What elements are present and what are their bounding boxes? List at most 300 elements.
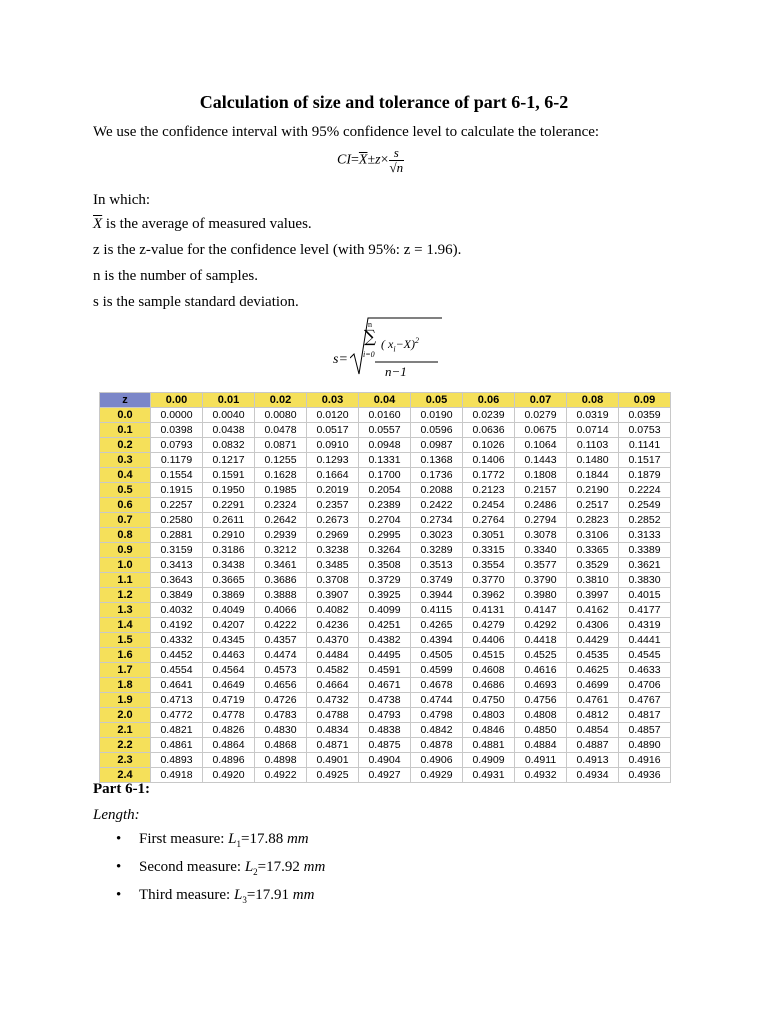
sum-symbol: ∑	[364, 327, 377, 347]
z-table-cell: 0.3849	[151, 588, 203, 603]
z-table-cell: 0.3340	[515, 543, 567, 558]
z-table-cell: 0.3980	[515, 588, 567, 603]
z-table-cell: 0.4772	[151, 708, 203, 723]
z-table-cell: 0.3686	[255, 573, 307, 588]
z-row-header: 1.1	[100, 573, 151, 588]
bullet-icon: •	[116, 831, 122, 847]
z-table-cell: 0.4656	[255, 678, 307, 693]
z-table-row	[100, 543, 671, 558]
measure-item	[93, 828, 325, 856]
z-table-cell: 0.2549	[619, 498, 671, 513]
z-table-cell: 0.4332	[151, 633, 203, 648]
z-table-cell: 0.4817	[619, 708, 671, 723]
z-table-cell: 0.0279	[515, 408, 567, 423]
measure-item	[93, 856, 325, 884]
z-table-cell: 0.1064	[515, 438, 567, 453]
z-table-cell: 0.4678	[411, 678, 463, 693]
z-table-cell: 0.4495	[359, 648, 411, 663]
z-table-cell: 0.3186	[203, 543, 255, 558]
s-lhs: s=	[333, 352, 348, 367]
s-formula	[333, 316, 443, 382]
z-table-cell: 0.3051	[463, 528, 515, 543]
z-table-cell: 0.2224	[619, 483, 671, 498]
definition-z: z is the z-value for the confidence level (with 95%: z = 1.96).	[93, 242, 462, 258]
measure-subscript: 2	[253, 867, 258, 877]
z-table-cell: 0.4591	[359, 663, 411, 678]
z-table-cell: 0.3830	[619, 573, 671, 588]
z-table-cell: 0.4099	[359, 603, 411, 618]
z-table	[99, 392, 671, 783]
z-table-cell: 0.0478	[255, 423, 307, 438]
z-table-cell: 0.3749	[411, 573, 463, 588]
z-table-cell: 0.4881	[463, 738, 515, 753]
z-table-row	[100, 498, 671, 513]
z-table-cell: 0.3238	[307, 543, 359, 558]
measure-unit: mm	[303, 859, 326, 875]
part-heading: Part 6-1:	[93, 781, 151, 797]
z-table-cell: 0.4370	[307, 633, 359, 648]
z-table-cell: 0.4032	[151, 603, 203, 618]
z-table-cell: 0.4864	[203, 738, 255, 753]
z-table-cell: 0.4732	[307, 693, 359, 708]
z-table-cell: 0.4525	[515, 648, 567, 663]
z-table-cell: 0.4936	[619, 768, 671, 783]
z-table-row	[100, 753, 671, 768]
z-table-cell: 0.1844	[567, 468, 619, 483]
z-table-cell: 0.4699	[567, 678, 619, 693]
z-table-cell: 0.4868	[255, 738, 307, 753]
z-table-cell: 0.1772	[463, 468, 515, 483]
z-table-cell: 0.1293	[307, 453, 359, 468]
z-table-cell: 0.4778	[203, 708, 255, 723]
z-table-cell: 0.2357	[307, 498, 359, 513]
z-table-row	[100, 738, 671, 753]
z-table-cell: 0.4913	[567, 753, 619, 768]
term-x: ( x	[381, 337, 394, 351]
z-table-cell: 0.1141	[619, 438, 671, 453]
z-table-cell: 0.1736	[411, 468, 463, 483]
z-table-cell: 0.4236	[307, 618, 359, 633]
z-table-cell: 0.1879	[619, 468, 671, 483]
z-table-cell: 0.2823	[567, 513, 619, 528]
z-table-cell: 0.4904	[359, 753, 411, 768]
z-table-cell: 0.0910	[307, 438, 359, 453]
z-table-cell: 0.1443	[515, 453, 567, 468]
z-table-cell: 0.2019	[307, 483, 359, 498]
z-table-cell: 0.4357	[255, 633, 307, 648]
ci-times: ×	[380, 152, 389, 168]
z-row-header: 0.0	[100, 408, 151, 423]
intro-paragraph: We use the confidence interval with 95% confidence level to calculate the tolerance:	[93, 124, 600, 140]
z-table-cell: 0.4821	[151, 723, 203, 738]
z-table-cell: 0.3770	[463, 573, 515, 588]
z-table-cell: 0.4207	[203, 618, 255, 633]
s-denominator: n−1	[385, 364, 407, 379]
z-table-cell: 0.2881	[151, 528, 203, 543]
z-table-cell: 0.4535	[567, 648, 619, 663]
sum-term	[381, 336, 419, 353]
z-table-cell: 0.2852	[619, 513, 671, 528]
z-table-cell: 0.4808	[515, 708, 567, 723]
z-table-cell: 0.4920	[203, 768, 255, 783]
z-table-cell: 0.4573	[255, 663, 307, 678]
measure-value: =17.88	[241, 831, 287, 847]
z-table-cell: 0.2324	[255, 498, 307, 513]
z-table-row	[100, 528, 671, 543]
z-table-cell: 0.4901	[307, 753, 359, 768]
z-row-header: 1.8	[100, 678, 151, 693]
z-table-cell: 0.0636	[463, 423, 515, 438]
z-table-cell: 0.3365	[567, 543, 619, 558]
z-table-cell: 0.1517	[619, 453, 671, 468]
z-table-cell: 0.2454	[463, 498, 515, 513]
z-table-cell: 0.2734	[411, 513, 463, 528]
z-table-cell: 0.4066	[255, 603, 307, 618]
z-table-cell: 0.0040	[203, 408, 255, 423]
z-row-header: 0.1	[100, 423, 151, 438]
z-column-header: 0.06	[463, 393, 515, 408]
z-table-cell: 0.1985	[255, 483, 307, 498]
z-table-cell: 0.0871	[255, 438, 307, 453]
z-table-cell: 0.1591	[203, 468, 255, 483]
z-table-cell: 0.0190	[411, 408, 463, 423]
z-table-cell: 0.3529	[567, 558, 619, 573]
z-table-cell: 0.2642	[255, 513, 307, 528]
z-table-cell: 0.4292	[515, 618, 567, 633]
z-table-cell: 0.4693	[515, 678, 567, 693]
z-table-cell: 0.3315	[463, 543, 515, 558]
z-table-row	[100, 468, 671, 483]
z-table-cell: 0.1554	[151, 468, 203, 483]
z-table-cell: 0.2939	[255, 528, 307, 543]
z-table-cell: 0.4474	[255, 648, 307, 663]
z-table-cell: 0.1368	[411, 453, 463, 468]
z-table-cell: 0.1026	[463, 438, 515, 453]
z-table-cell: 0.4015	[619, 588, 671, 603]
measure-label: First measure:	[139, 831, 229, 847]
z-table-cell: 0.2123	[463, 483, 515, 498]
z-table-cell: 0.2486	[515, 498, 567, 513]
z-table-row	[100, 648, 671, 663]
z-row-header: 0.2	[100, 438, 151, 453]
z-table-cell: 0.3997	[567, 588, 619, 603]
z-table-cell: 0.3708	[307, 573, 359, 588]
z-table-cell: 0.4394	[411, 633, 463, 648]
z-table-row	[100, 768, 671, 783]
definition-text: is the average of measured values.	[102, 216, 312, 232]
z-table-cell: 0.4922	[255, 768, 307, 783]
z-table-cell: 0.4875	[359, 738, 411, 753]
z-table-cell: 0.0239	[463, 408, 515, 423]
z-row-header: 2.3	[100, 753, 151, 768]
z-table-cell: 0.2517	[567, 498, 619, 513]
z-table-cell: 0.4934	[567, 768, 619, 783]
z-table-cell: 0.0675	[515, 423, 567, 438]
z-table-cell: 0.4177	[619, 603, 671, 618]
z-table-cell: 0.3925	[359, 588, 411, 603]
z-table-cell: 0.2257	[151, 498, 203, 513]
z-row-header: 2.1	[100, 723, 151, 738]
z-table-cell: 0.0080	[255, 408, 307, 423]
z-table-cell: 0.4850	[515, 723, 567, 738]
z-table-cell: 0.0753	[619, 423, 671, 438]
measure-symbol: L	[244, 859, 254, 875]
ci-z: z	[375, 152, 381, 168]
z-table-cell: 0.0120	[307, 408, 359, 423]
z-table-cell: 0.4382	[359, 633, 411, 648]
z-table-row	[100, 438, 671, 453]
measure-symbol: L	[228, 831, 237, 847]
z-table-cell: 0.4649	[203, 678, 255, 693]
z-table-cell: 0.4890	[619, 738, 671, 753]
z-table-cell: 0.4918	[151, 768, 203, 783]
z-table-cell: 0.3554	[463, 558, 515, 573]
z-table-row	[100, 573, 671, 588]
z-row-header: 1.0	[100, 558, 151, 573]
z-table-cell: 0.4793	[359, 708, 411, 723]
z-table-cell: 0.2389	[359, 498, 411, 513]
z-table-cell: 0.1179	[151, 453, 203, 468]
z-table-cell: 0.1331	[359, 453, 411, 468]
z-row-header: 0.5	[100, 483, 151, 498]
z-table-cell: 0.4406	[463, 633, 515, 648]
z-table-cell: 0.4265	[411, 618, 463, 633]
z-table-cell: 0.4452	[151, 648, 203, 663]
z-table-cell: 0.4767	[619, 693, 671, 708]
z-table-cell: 0.4641	[151, 678, 203, 693]
z-table-cell: 0.4834	[307, 723, 359, 738]
z-table-cell: 0.2157	[515, 483, 567, 498]
z-table-row	[100, 603, 671, 618]
z-table-cell: 0.3289	[411, 543, 463, 558]
z-table-cell: 0.4846	[463, 723, 515, 738]
z-table-cell: 0.2995	[359, 528, 411, 543]
z-table-cell: 0.2422	[411, 498, 463, 513]
z-table-cell: 0.4686	[463, 678, 515, 693]
measure-list	[93, 828, 325, 912]
ci-xbar: $\overline{X}$	[358, 152, 368, 168]
z-table-cell: 0.4115	[411, 603, 463, 618]
z-table-cell: 0.4916	[619, 753, 671, 768]
z-column-header: 0.03	[307, 393, 359, 408]
z-table-cell: 0.1103	[567, 438, 619, 453]
z-table-cell: 0.2190	[567, 483, 619, 498]
z-column-header: 0.00	[151, 393, 203, 408]
z-table-cell: 0.1950	[203, 483, 255, 498]
z-table-body	[100, 408, 671, 783]
z-table-cell: 0.4162	[567, 603, 619, 618]
z-table-cell: 0.0793	[151, 438, 203, 453]
z-table-cell: 0.2794	[515, 513, 567, 528]
measure-label: Second measure:	[139, 859, 245, 875]
z-table-cell: 0.2704	[359, 513, 411, 528]
z-table-cell: 0.4625	[567, 663, 619, 678]
term-minus: −X)	[395, 337, 415, 351]
measure-unit: mm	[286, 831, 309, 847]
z-table-row	[100, 408, 671, 423]
z-table-cell: 0.3577	[515, 558, 567, 573]
z-table-cell: 0.4871	[307, 738, 359, 753]
z-table-header	[100, 393, 671, 408]
z-table-cell: 0.2969	[307, 528, 359, 543]
z-table-row	[100, 678, 671, 693]
z-table-cell: 0.0987	[411, 438, 463, 453]
z-column-header: 0.08	[567, 393, 619, 408]
z-table-cell: 0.4515	[463, 648, 515, 663]
z-table-cell: 0.4803	[463, 708, 515, 723]
z-table-row	[100, 618, 671, 633]
z-table-cell: 0.4429	[567, 633, 619, 648]
z-table-cell: 0.4830	[255, 723, 307, 738]
z-table-cell: 0.3869	[203, 588, 255, 603]
z-row-header: 0.8	[100, 528, 151, 543]
z-table-cell: 0.4932	[515, 768, 567, 783]
z-table-row	[100, 483, 671, 498]
z-column-header: 0.09	[619, 393, 671, 408]
z-row-header: 0.3	[100, 453, 151, 468]
z-table-cell: 0.4788	[307, 708, 359, 723]
z-table-cell: 0.4838	[359, 723, 411, 738]
z-table-cell: 0.4319	[619, 618, 671, 633]
z-table-cell: 0.4664	[307, 678, 359, 693]
z-table-cell: 0.4726	[255, 693, 307, 708]
z-table-cell: 0.4893	[151, 753, 203, 768]
z-table-cell: 0.2054	[359, 483, 411, 498]
bullet-icon: •	[116, 859, 122, 875]
z-table-cell: 0.4608	[463, 663, 515, 678]
z-table-cell: 0.3264	[359, 543, 411, 558]
z-table-cell: 0.3513	[411, 558, 463, 573]
z-table-cell: 0.4222	[255, 618, 307, 633]
sum-upper: n	[368, 320, 372, 329]
z-table-cell: 0.1255	[255, 453, 307, 468]
z-table-cell: 0.1217	[203, 453, 255, 468]
z-table-cell: 0.1406	[463, 453, 515, 468]
z-table-cell: 0.4887	[567, 738, 619, 753]
z-table-cell: 0.4251	[359, 618, 411, 633]
ci-eq: =	[351, 152, 359, 168]
z-table-cell: 0.3461	[255, 558, 307, 573]
z-table-cell: 0.4896	[203, 753, 255, 768]
z-table-cell: 0.0596	[411, 423, 463, 438]
z-table-row	[100, 723, 671, 738]
z-table-cell: 0.3790	[515, 573, 567, 588]
z-table-cell: 0.3133	[619, 528, 671, 543]
z-table-cell: 0.3665	[203, 573, 255, 588]
z-table-cell: 0.4463	[203, 648, 255, 663]
z-table-cell: 0.3212	[255, 543, 307, 558]
z-table-cell: 0.0319	[567, 408, 619, 423]
z-table-cell: 0.4418	[515, 633, 567, 648]
measure-value: =17.91	[246, 887, 293, 903]
z-table-cell: 0.4633	[619, 663, 671, 678]
z-table-row	[100, 663, 671, 678]
z-table-cell: 0.4927	[359, 768, 411, 783]
length-label: Length:	[93, 807, 140, 823]
z-table-cell: 0.4713	[151, 693, 203, 708]
z-table-cell: 0.3962	[463, 588, 515, 603]
z-table-cell: 0.4857	[619, 723, 671, 738]
sum-lower: i=0	[363, 350, 375, 359]
z-table-row	[100, 423, 671, 438]
z-table-cell: 0.2764	[463, 513, 515, 528]
z-table-cell: 0.3888	[255, 588, 307, 603]
z-table-row	[100, 708, 671, 723]
z-table-row	[100, 558, 671, 573]
z-table-cell: 0.4441	[619, 633, 671, 648]
z-row-header: 1.3	[100, 603, 151, 618]
z-row-header: 1.6	[100, 648, 151, 663]
z-table-cell: 0.4812	[567, 708, 619, 723]
ci-den: √n	[389, 160, 404, 175]
z-row-header: 0.7	[100, 513, 151, 528]
ci-lhs: CI	[337, 152, 351, 168]
z-corner-cell: z	[100, 393, 151, 408]
z-table-cell: 0.4484	[307, 648, 359, 663]
z-row-header: 2.0	[100, 708, 151, 723]
z-table-cell: 0.3438	[203, 558, 255, 573]
z-row-header: 0.9	[100, 543, 151, 558]
page-title: Calculation of size and tolerance of part 6-1, 6-2	[199, 92, 569, 112]
z-table-cell: 0.4909	[463, 753, 515, 768]
z-table-cell: 0.4505	[411, 648, 463, 663]
z-table-cell: 0.3106	[567, 528, 619, 543]
measure-value: =17.92	[257, 859, 304, 875]
measure-symbol: L	[233, 887, 243, 903]
ci-fraction	[389, 146, 405, 175]
definition-n: n is the number of samples.	[93, 268, 258, 284]
measure-item	[93, 884, 325, 912]
z-table-cell: 0.4884	[515, 738, 567, 753]
z-table-cell: 0.4719	[203, 693, 255, 708]
z-table-cell: 0.4082	[307, 603, 359, 618]
z-table-cell: 0.4306	[567, 618, 619, 633]
z-row-header: 1.2	[100, 588, 151, 603]
z-table-cell: 0.4929	[411, 768, 463, 783]
z-table-cell: 0.4861	[151, 738, 203, 753]
z-row-header: 0.6	[100, 498, 151, 513]
z-table-cell: 0.4738	[359, 693, 411, 708]
z-table-cell: 0.0832	[203, 438, 255, 453]
z-table-cell: 0.3643	[151, 573, 203, 588]
z-table-cell: 0.4192	[151, 618, 203, 633]
z-table-cell: 0.4545	[619, 648, 671, 663]
z-table-cell: 0.1915	[151, 483, 203, 498]
z-table-cell: 0.4131	[463, 603, 515, 618]
measure-subscript: 1	[236, 839, 241, 849]
z-table-cell: 0.4906	[411, 753, 463, 768]
z-column-header: 0.01	[203, 393, 255, 408]
z-row-header: 2.4	[100, 768, 151, 783]
z-table-cell: 0.4931	[463, 768, 515, 783]
z-table-cell: 0.0517	[307, 423, 359, 438]
z-table-cell: 0.0398	[151, 423, 203, 438]
measure-subscript: 3	[242, 895, 247, 905]
z-table-cell: 0.3944	[411, 588, 463, 603]
z-table-cell: 0.4616	[515, 663, 567, 678]
ci-formula	[337, 146, 404, 175]
z-table-cell: 0.4842	[411, 723, 463, 738]
z-row-header: 1.9	[100, 693, 151, 708]
z-column-header: 0.02	[255, 393, 307, 408]
z-table-cell: 0.0557	[359, 423, 411, 438]
z-table-cell: 0.4554	[151, 663, 203, 678]
z-table-row	[100, 513, 671, 528]
definition-xbar	[93, 214, 312, 234]
z-table-cell: 0.2291	[203, 498, 255, 513]
z-table-cell: 0.4345	[203, 633, 255, 648]
z-table-cell: 0.4147	[515, 603, 567, 618]
